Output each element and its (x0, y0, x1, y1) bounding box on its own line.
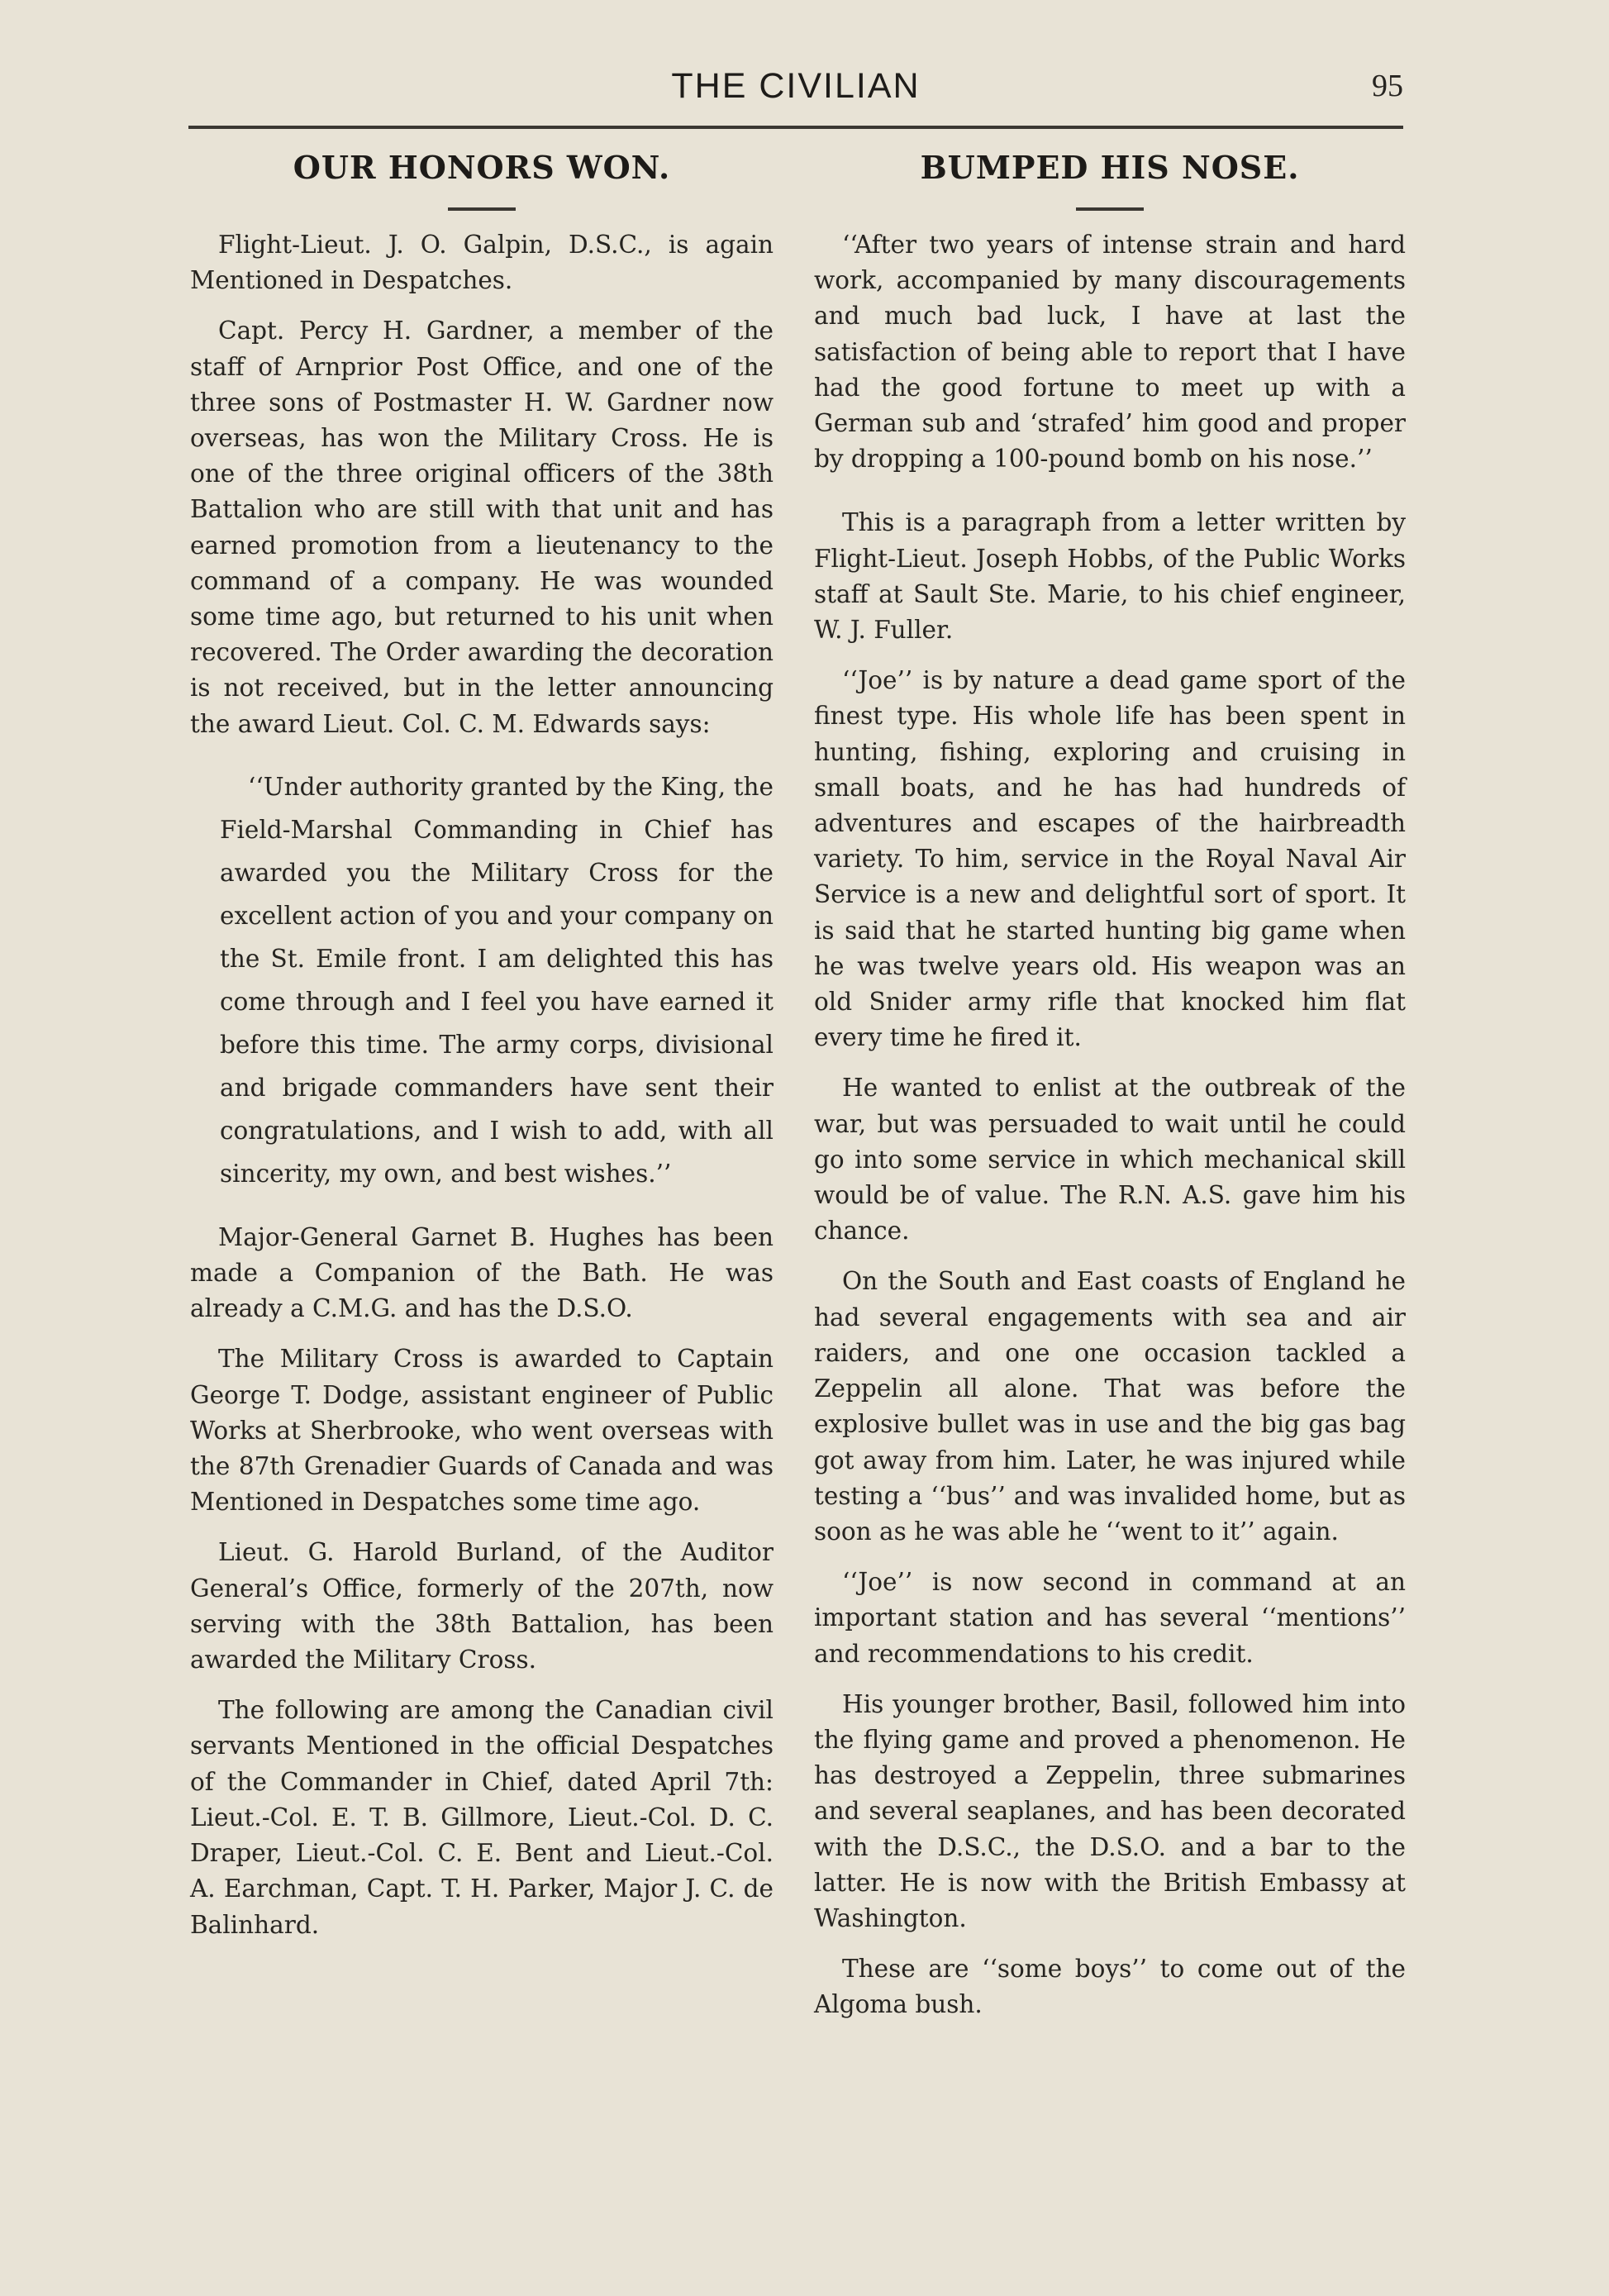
article-our-honors-won (190, 141, 774, 1958)
heading-divider (448, 207, 516, 211)
paragraph: This is a paragraph from a letter written by Flight-Lieut. Joseph Hobbs, of the Public Works staff at Sault Ste. Marie, to his chief engineer, W. J. Fuller. (814, 508, 1406, 645)
running-header (188, 60, 1403, 126)
paragraph: The following are among the Canadian civil servants Mentioned in the official Despatches of the Commander in Chief, dated April 7th: Lieut.-Col. E. T. B. Gillmore, Lieut.-Col. D. C. Draper, Lieut.-Col. C. E. Bent and Lieut.-Col. A. Earchman, Capt. T. H. Parker, Major J. C. de Balinhard. (190, 1696, 774, 1939)
block-quote: ‘‘Under authority granted by the King, the Field-Marshal Commanding in Chief has awarded you the Military Cross for the excellent action of you and your company on the St. Emile front. I am delighted this has come through and I feel you have earned it before this time. The army corps, divisional and brigade commanders have sent their congratulations, and I wish to add, with all sincerity, my own, and best wishes.’’ (220, 772, 774, 1188)
paragraph: ‘‘Joe’’ is now second in command at an important station and has several ‘‘mentions’’ and recommendations to his credit. (814, 1568, 1406, 1668)
paragraph: His younger brother, Basil, followed him into the flying game and proved a phenomenon. He has destroyed a Zeppelin, three submarines and several seaplanes, and has been decorated with the D.S.C., the D.S.O. and a bar to the latter. He is now with the British Embassy at Washington. (814, 1689, 1406, 1932)
paragraph: ‘‘After two years of intense strain and hard work, accompanied by many discouragements and much bad luck, I have at last the satisfaction of being able to report that I have had the good fortune to meet up with a German sub and ‘strafed’ him good and proper by dropping a 100-pound bomb on his nose.’’ (814, 231, 1406, 474)
paragraph: ‘‘Joe’’ is by nature a dead game sport of the finest type. His whole life has been spent in hunting, fishing, exploring and cruising in small boats, and he has had hundreds of adventures and escapes of the hairbreadth variety. To him, service in the Royal Naval Air Service is a new and delightful sort of sport. It is said that he started hunting big game when he was twelve years old. His weapon was an old Snider army rifle that knocked him flat every time he fired it. (814, 666, 1406, 1052)
paragraph: Flight-Lieut. J. O. Galpin, D.S.C., is again Mentioned in Despatches. (190, 231, 774, 295)
publication-title: THE CIVILIAN (671, 66, 921, 106)
article-heading: BUMPED HIS NOSE. (920, 149, 1300, 186)
header-rule (188, 126, 1403, 129)
paragraph: On the South and East coasts of England he had several engagements with sea and air raiders, and one one occasion tackled a Zeppelin all alone. That was before the explosive bullet was in use and the big gas bag got away from him. Later, he was injured while testing a ‘‘bus’’ and was invalided home, but as soon as he was able he ‘‘went to it’’ again. (814, 1267, 1406, 1546)
heading-divider (1076, 207, 1144, 211)
paragraph: The Military Cross is awarded to Captain George T. Dodge, assistant engineer of Public Works at Sherbrooke, who went overseas with the 87th Grenadier Guards of Canada and was Mentioned in Despatches some time ago. (190, 1345, 774, 1517)
article-bumped-his-nose (814, 141, 1406, 2038)
page-number: 95 (1372, 69, 1403, 103)
paragraph: Major-General Garnet B. Hughes has been made a Companion of the Bath. He was already a C.M.G. and has the D.S.O. (190, 1222, 774, 1323)
paragraph: He wanted to enlist at the outbreak of the war, but was persuaded to wait until he could go into some service in which mechanical skill would be of value. The R.N. A.S. gave him his chance. (814, 1074, 1406, 1246)
paragraph: Lieut. G. Harold Burland, of the Auditor General’s Office, formerly of the 207th, now serving with the 38th Battalion, has been awarded the Military Cross. (190, 1538, 774, 1674)
paragraph: These are ‘‘some boys’’ to come out of the Algoma bush. (814, 1955, 1406, 2019)
paragraph: Capt. Percy H. Gardner, a member of the staff of Arnprior Post Office, and one of the three sons of Postmaster H. W. Gardner now overseas, has won the Military Cross. He is one of the three original officers of the 38th Battalion who are still with that unit and has earned promotion from a lieutenancy to the command of a company. He was wounded some time ago, but returned to his unit when recovered. The Order awarding the decoration is not received, but in the letter announcing the award Lieut. Col. C. M. Edwards says: (190, 317, 774, 738)
article-heading: OUR HONORS WON. (293, 149, 671, 186)
